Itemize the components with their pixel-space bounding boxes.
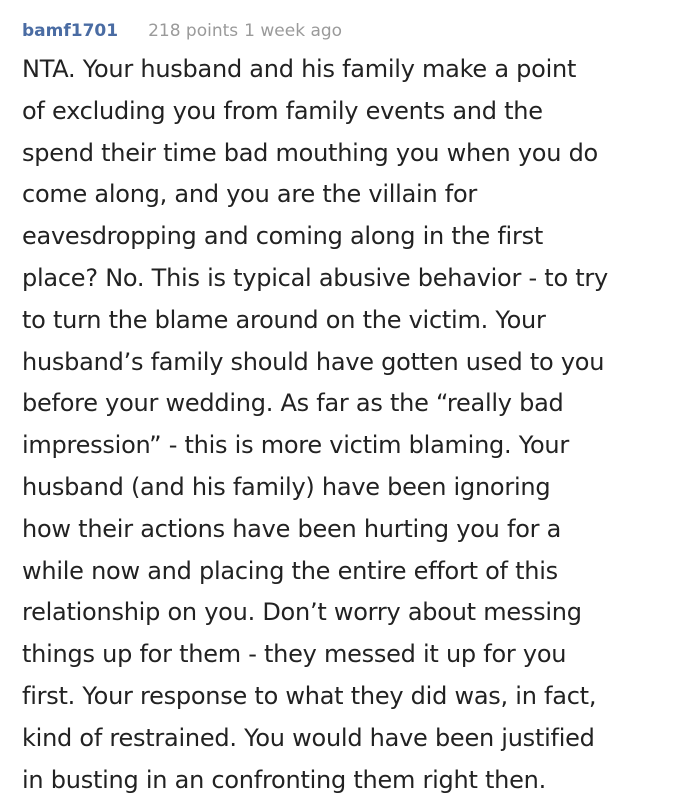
comment-line: how their actions have been hurting you for a: [22, 514, 562, 543]
comment-line: while now and placing the entire effort of this: [22, 556, 558, 585]
comment-line: eavesdropping and coming along in the first: [22, 222, 543, 251]
comment-line: NTA. Your husband and his family make a point: [22, 55, 577, 83]
comment-line: come along, and you are the villain for: [22, 180, 478, 209]
comment-line: in busting in an confronting them right then.: [22, 765, 546, 794]
comment-line: before your wedding. As far as the “really bad: [22, 389, 564, 418]
comment-line: husband (and his family) have been ignoring: [22, 472, 551, 501]
comment-line: spend their time bad mouthing you when you do: [22, 138, 598, 167]
comment-username[interactable]: bamf1701: [22, 21, 119, 41]
comment-timestamp: 1 week ago: [244, 21, 343, 41]
comment-line: things up for them - they messed it up for you: [22, 640, 567, 669]
comment-line: of excluding you from family events and the: [22, 96, 543, 125]
comment-body: [22, 49, 694, 801]
comment-points: 218 points: [148, 21, 239, 41]
comment-line: husband’s family should have gotten used to you: [22, 347, 605, 376]
comment-meta: [148, 19, 342, 43]
comment: [22, 0, 694, 801]
comment-line: relationship on you. Don’t worry about messing: [22, 598, 582, 627]
comment-line: to turn the blame around on the victim. Your: [22, 305, 546, 334]
comment-line: first. Your response to what they did was, in fact,: [22, 681, 597, 710]
comment-line: impression” - this is more victim blaming. Your: [22, 431, 570, 460]
comment-line: kind of restrained. You would have been justified: [22, 723, 595, 752]
comment-line: place? No. This is typical abusive behavior - to try: [22, 263, 608, 292]
